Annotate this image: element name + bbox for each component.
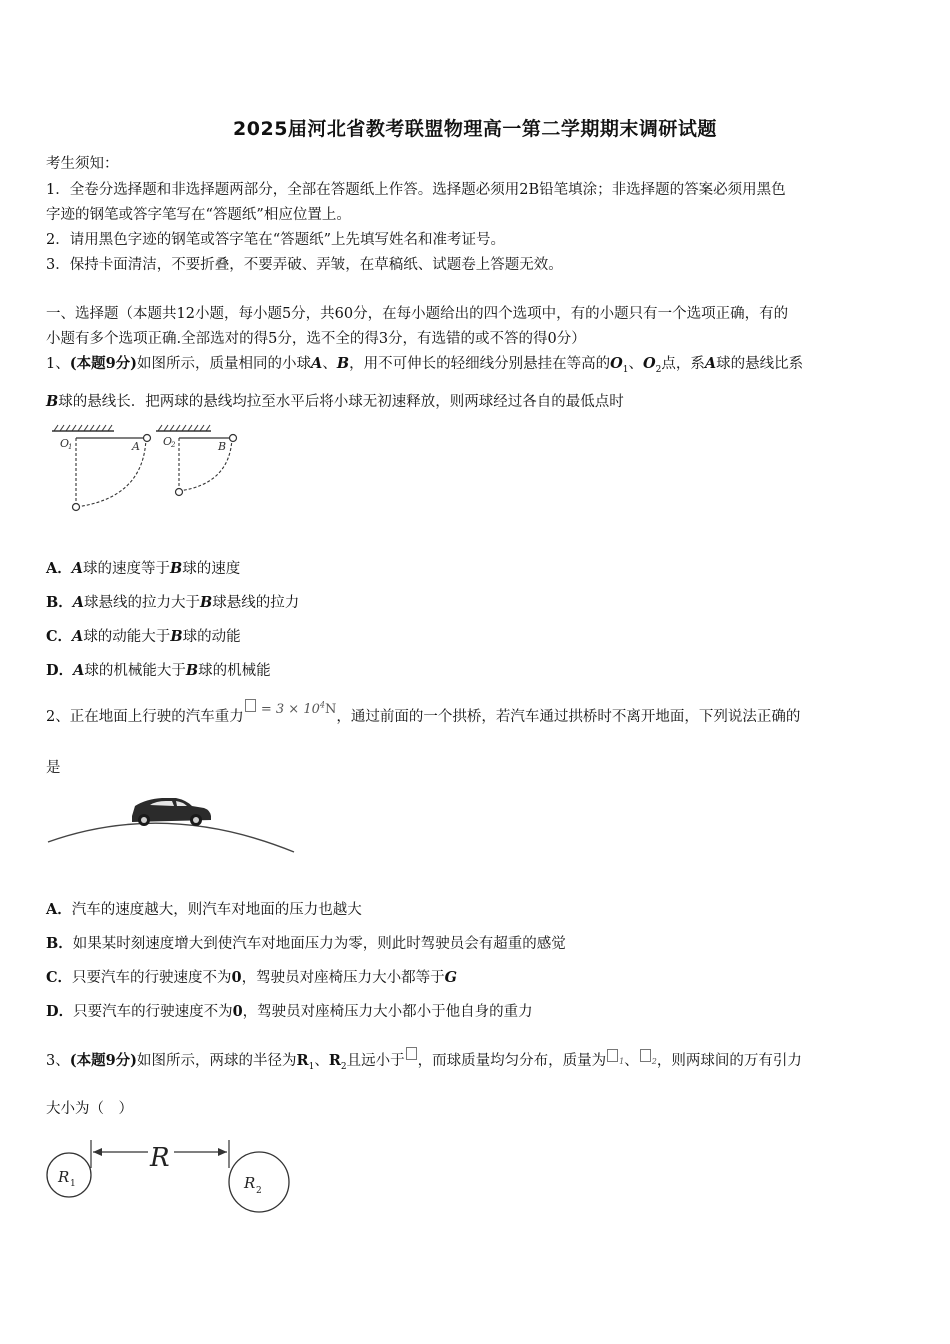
bridge-arch — [48, 823, 294, 852]
q1-option-d[interactable]: D．A球的机械能大于B球的机械能 — [46, 662, 271, 679]
ball-a-start — [144, 435, 151, 442]
two-spheres-figure — [44, 1140, 296, 1220]
q3-score: (本题9分) — [69, 1052, 138, 1069]
section-heading-line2: 小题有多个选项正确.全部选对的得5分，选不全的得3分，有选错的或不答的得0分） — [46, 331, 586, 347]
ball-a-bottom — [73, 504, 80, 511]
q1-option-a[interactable]: A．A球的速度等于B球的速度 — [46, 560, 241, 577]
arrow-left-icon — [93, 1148, 102, 1156]
car-icon — [132, 798, 211, 826]
label-r1: R — [58, 1168, 70, 1186]
q1-option-c[interactable]: C．A球的动能大于B球的动能 — [46, 628, 241, 645]
label-b: B — [218, 440, 227, 453]
section-heading-line1: 一、选择题（本题共12小题，每小题5分，共60分，在每小题给出的四个选项中，有的小题只有一个选项正确，有的 — [46, 306, 789, 322]
question-3-line2: 大小为（ ） — [46, 1101, 133, 1117]
svg-text:1: 1 — [68, 443, 73, 451]
q2-option-a[interactable]: A．汽车的速度越大，则汽车对地面的压力也越大 — [46, 901, 362, 918]
question-1-line1: 1、(本题9分)如图所示，质量相同的小球A、B，用不可伸长的轻细线分别悬挂在等高的$O_1$、$O_2$点，系A球的悬线比系 — [46, 355, 804, 375]
sphere-r2 — [229, 1152, 289, 1212]
page-title: 2025届河北省教考联盟物理高一第二学期期末调研试题 — [233, 118, 717, 140]
label-a: A — [132, 440, 140, 453]
q2-option-b[interactable]: B．如果某时刻速度增大到使汽车对地面压力为零，则此时驾驶员会有超重的感觉 — [46, 935, 566, 952]
arrow-right-icon — [218, 1148, 227, 1156]
svg-text:1: 1 — [70, 1179, 76, 1189]
q2-option-d[interactable]: D．只要汽车的行驶速度不为0，驾驶员对座椅压力大小都小于他自身的重力 — [46, 1003, 533, 1020]
gravity-formula: = $3 \times 10^4N$ — [244, 699, 337, 717]
pendulum-figure — [46, 422, 246, 517]
label-o1: O — [60, 437, 70, 450]
missing-glyph-icon — [406, 1047, 417, 1060]
missing-glyph-icon — [607, 1049, 618, 1062]
svg-text:2: 2 — [256, 1186, 262, 1196]
notice-item-2: 2．请用黑色字迹的钢笔或答字笔在“答题纸”上先填写姓名和准考证号。 — [46, 232, 506, 248]
q1-score: (本题9分) — [69, 355, 138, 372]
q2-number: 2、 — [46, 709, 70, 725]
ball-b-bottom — [176, 489, 183, 496]
car-on-bridge-figure — [46, 790, 298, 856]
label-distance-r: R — [150, 1143, 170, 1173]
q1-number: 1、 — [46, 356, 70, 372]
label-o2: O — [163, 435, 173, 448]
svg-text:2: 2 — [171, 441, 176, 449]
notice-item-1-cont: 字迹的钢笔或答字笔写在“答题纸”相应位置上。 — [46, 207, 351, 223]
question-2-line2: 是 — [46, 760, 61, 776]
q3-number: 3、 — [46, 1053, 70, 1069]
q1-option-b[interactable]: B．A球悬线的拉力大于B球悬线的拉力 — [46, 594, 300, 611]
q2-option-c[interactable]: C．只要汽车的行驶速度不为0，驾驶员对座椅压力大小都等于G — [46, 969, 458, 986]
missing-glyph-icon — [640, 1049, 651, 1062]
notice-item-3: 3．保持卡面清洁，不要折叠，不要弄破、弄皱，在草稿纸、试题卷上答题无效。 — [46, 257, 563, 273]
question-1-line2: B球的悬线长．把两球的悬线均拉至水平后将小球无初速释放，则两球经过各自的最低点时 — [46, 393, 624, 410]
notice-item-1: 1．全卷分选择题和非选择题两部分，全部在答题纸上作答。选择题必须用2B铅笔填涂；非选择题的答案必须用黑色 — [46, 182, 786, 198]
notice-heading: 考生须知： — [46, 156, 119, 172]
label-r2: R — [244, 1174, 256, 1192]
question-3-line1: 3、(本题9分)如图所示，两球的半径为$R_1$、$R_2$且远小于 ，而球质量均匀分布，质量为 1、 2，则两球间的万有引力 — [46, 1047, 802, 1072]
ball-b-start — [230, 435, 237, 442]
missing-glyph-icon — [245, 699, 256, 712]
question-2-line1: 2、正在地面上行驶的汽车重力 = $3 \times 10^4N$，通过前面的一个拱桥，若汽车通过拱桥时不离开地面，下列说法正确的 — [46, 700, 801, 725]
